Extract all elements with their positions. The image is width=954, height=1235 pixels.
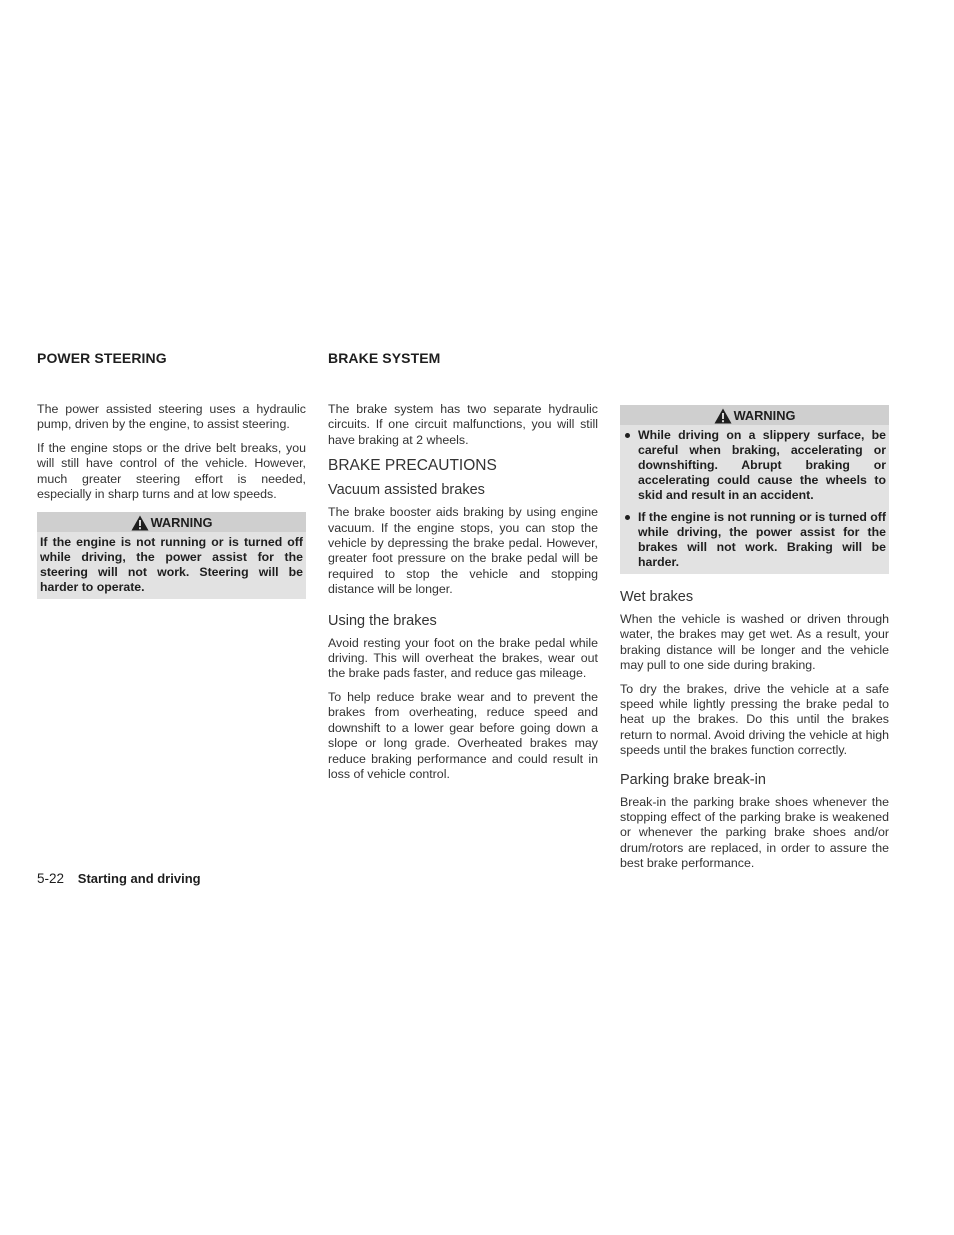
bullet-icon	[625, 515, 630, 520]
steering-warning-label: WARNING	[150, 515, 213, 531]
using-brakes-heading: Using the brakes	[328, 612, 437, 629]
steering-warning-text: If the engine is not running or is turned off while driving, the power assist for the steering will not work. Steering will be harder to operate.	[37, 532, 306, 599]
brake-warning-label: WARNING	[733, 408, 796, 423]
brake-system-section	[328, 349, 598, 790]
parking-brake-heading: Parking brake break-in	[620, 771, 766, 788]
brake-warning-item-text: While driving on a slippery surface, be careful when braking, accelerating or downshifting. Abrupt braking or accelerating could cause the wheels to skid and result in an accident.	[638, 428, 886, 502]
warning-triangle-icon	[131, 515, 149, 531]
wet-brakes-paragraph-1: When the vehicle is washed or driven through water, the brakes may get wet. As a result, your braking distance will be longer and the vehicle may pull to one side during braking.	[620, 612, 889, 673]
page-footer	[37, 871, 201, 886]
warning-triangle-icon	[714, 408, 732, 424]
wet-brakes-heading: Wet brakes	[620, 589, 694, 605]
brake-system-intro: The brake system has two separate hydraulic circuits. If one circuit malfunctions, you will still have braking at 2 wheels.	[328, 402, 598, 447]
brake-warning-item-text: If the engine is not running or is turned off while driving, the power assist for the brakes will not work. Braking will be harder.	[638, 510, 886, 569]
brake-details-section	[620, 405, 889, 880]
power-steering-paragraph-1: The power assisted steering uses a hydraulic pump, driven by the engine, to assist steering.	[37, 402, 306, 432]
brake-warning-box	[620, 405, 889, 574]
brake-warning-item	[623, 428, 886, 503]
parking-brake-text: Break-in the parking brake shoes whenever the stopping effect of the parking brake is weakened or whenever the parking brake shoes and/or drum/rotors are replaced, in order to assure the best brake performance.	[620, 794, 889, 871]
steering-warning-box	[37, 512, 306, 599]
power-steering-paragraph-2: If the engine stops or the drive belt breaks, you will still have control of the vehicle. However, much greater steering effort is needed, especially in sharp turns and at low speeds.	[37, 440, 306, 502]
vacuum-brakes-heading: Vacuum assisted brakes	[328, 482, 485, 499]
using-brakes-paragraph-2: To help reduce brake wear and to prevent the brakes from overheating, reduce speed and downshift to a lower gear before going down a slope or long grade. Overheated brakes may reduce braking performance and could result in loss of vehicle control.	[328, 689, 598, 781]
using-brakes-paragraph-1: Avoid resting your foot on the brake pedal while driving. This will overheat the brakes, wear out the brake pads faster, and reduce gas mileage.	[328, 635, 598, 681]
power-steering-section	[37, 349, 306, 599]
power-steering-heading: POWER STEERING	[37, 350, 167, 366]
brake-warning-item	[623, 510, 886, 570]
steering-warning-header	[37, 512, 306, 532]
brake-precautions-heading: BRAKE PRECAUTIONS	[328, 457, 497, 475]
page-number: 5-22	[37, 871, 65, 886]
vacuum-brakes-text: The brake booster aids braking by using engine vacuum. If the engine stops, you can stop the vehicle by depressing the brake pedal. However, greater foot pressure on the brake pedal will be required to stop the vehicle and stopping distance will be longer.	[328, 505, 598, 597]
chapter-title: Starting and driving	[77, 871, 201, 886]
bullet-icon	[625, 433, 630, 438]
wet-brakes-paragraph-2: To dry the brakes, drive the vehicle at a safe speed while lightly pressing the brake pedal to heat up the brakes. Do this until the brakes return to normal. Avoid driving the vehicle at high speeds until the brakes function correctly.	[620, 681, 889, 758]
brake-warning-list	[620, 425, 889, 574]
brake-system-heading: BRAKE SYSTEM	[328, 350, 441, 366]
brake-warning-header	[620, 405, 889, 425]
